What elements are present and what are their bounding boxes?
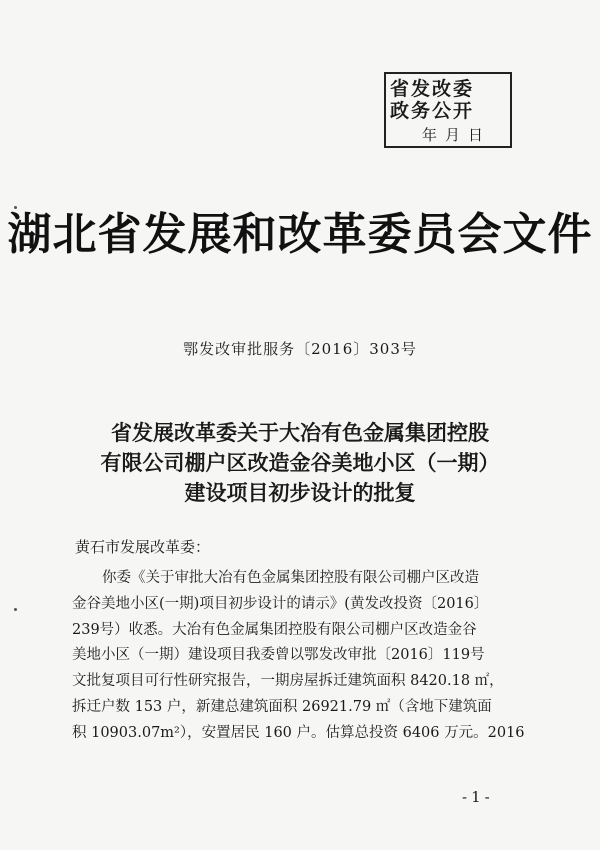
body-line: 积 10903.07m²），安置居民 160 户。估算总投资 6406 万元。2016: [72, 724, 525, 741]
scan-speck: [14, 608, 17, 611]
subject-line-2: 有限公司棚户区改造金谷美地小区（一期）: [100, 451, 500, 475]
recipient-line: 黄石市发展改革委：: [75, 538, 211, 556]
body-line: 金谷美地小区(一期)项目初步设计的请示》(黄发改投资〔2016〕: [72, 595, 489, 612]
stamp-line-1: 省发改委: [390, 78, 475, 100]
body-line: 美地小区（一期）建设项目我委曾以鄂发改审批〔2016〕119号: [72, 647, 485, 664]
body-line: 你委《关于审批大冶有色金属集团控股有限公司棚户区改造: [102, 570, 479, 586]
stamp-line-2: 政务公开: [390, 100, 475, 122]
subject-line-1: 省发展改革委关于大冶有色金属集团控股: [111, 421, 489, 445]
body-line: 拆迁户数 153 户，新建总建筑面积 26921.79 ㎡（含地下建筑面: [72, 698, 492, 715]
document-number: 鄂发改审批服务〔2016〕303号: [183, 340, 417, 358]
disclosure-stamp: [384, 72, 512, 148]
document-subject: [0, 418, 600, 508]
document-header-title: 湖北省发展和改革委员会文件: [7, 209, 593, 260]
body-line: 文批复项目可行性研究报告，一期房屋拆迁建筑面积 8420.18 ㎡，: [72, 673, 504, 690]
page-number: -1-: [462, 788, 494, 806]
subject-line-3: 建设项目初步设计的批复: [184, 481, 416, 505]
body-paragraph: [72, 566, 542, 747]
body-line: 239号）收悉。大冶有色金属集团控股有限公司棚户区改造金谷: [72, 621, 477, 638]
stamp-date-line: 年月日: [422, 126, 492, 144]
